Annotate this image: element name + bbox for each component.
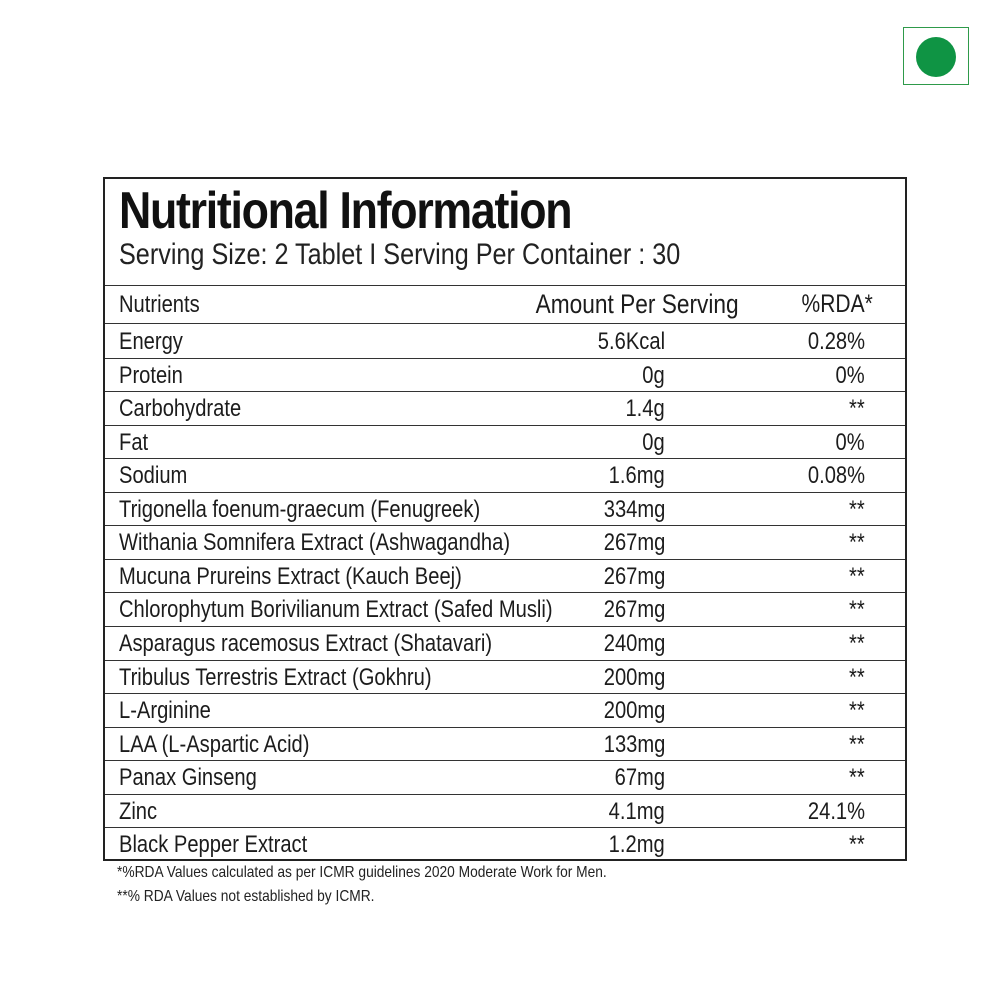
serving-info: Serving Size: 2 Tablet I Serving Per Container : 30 bbox=[119, 238, 681, 271]
nutrient-name: Sodium bbox=[119, 462, 188, 490]
table-row bbox=[105, 459, 905, 493]
nutrient-name: Asparagus racemosus Extract (Shatavari) bbox=[119, 629, 493, 657]
nutrient-name: Energy bbox=[119, 328, 183, 355]
amount-value: 200mg bbox=[603, 697, 665, 725]
rda-value: ** bbox=[849, 697, 865, 725]
table-row bbox=[105, 325, 905, 359]
rda-value: ** bbox=[849, 529, 865, 557]
panel-title: Nutritional Information bbox=[119, 182, 572, 240]
rda-value: ** bbox=[849, 596, 865, 624]
amount-value: 240mg bbox=[603, 629, 665, 657]
nutrient-name: Panax Ginseng bbox=[119, 764, 257, 792]
nutrient-name: LAA (L-Aspartic Acid) bbox=[119, 730, 310, 758]
table-header bbox=[105, 288, 905, 322]
rda-value: ** bbox=[849, 663, 865, 691]
nutrient-name: Carbohydrate bbox=[119, 395, 242, 423]
table-row bbox=[105, 359, 905, 393]
rda-value: ** bbox=[849, 764, 865, 792]
table-row bbox=[105, 728, 905, 762]
amount-value: 267mg bbox=[603, 529, 665, 557]
nutrient-name: Mucuna Prureins Extract (Kauch Beej) bbox=[119, 562, 462, 590]
rda-value: 0% bbox=[835, 428, 865, 456]
amount-value: 5.6Kcal bbox=[597, 328, 665, 355]
rda-value: ** bbox=[849, 629, 865, 657]
table-row bbox=[105, 560, 905, 594]
rda-value: ** bbox=[849, 495, 865, 523]
amount-value: 1.2mg bbox=[608, 831, 665, 859]
amount-value: 67mg bbox=[614, 764, 665, 792]
nutrient-name: Chlorophytum Borivilianum Extract (Safed Musli) bbox=[119, 596, 553, 624]
nutrition-panel bbox=[103, 177, 907, 861]
amount-value: 4.1mg bbox=[608, 797, 665, 825]
table-row bbox=[105, 761, 905, 795]
nutrient-name: Black Pepper Extract bbox=[119, 831, 308, 859]
table-row bbox=[105, 661, 905, 695]
amount-value: 1.6mg bbox=[608, 462, 665, 490]
amount-value: 1.4g bbox=[625, 395, 665, 423]
amount-value: 0g bbox=[642, 361, 665, 389]
header-nutrients: Nutrients bbox=[119, 291, 200, 318]
nutrient-name: Trigonella foenum-graecum (Fenugreek) bbox=[119, 495, 481, 523]
rda-value: 0% bbox=[835, 361, 865, 389]
nutrient-name: Tribulus Terrestris Extract (Gokhru) bbox=[119, 663, 432, 691]
table-row bbox=[105, 694, 905, 728]
rda-value: ** bbox=[849, 730, 865, 758]
amount-value: 133mg bbox=[603, 730, 665, 758]
header-amount: Amount Per Serving bbox=[536, 289, 739, 319]
table-row bbox=[105, 593, 905, 627]
nutrient-name: Zinc bbox=[119, 797, 158, 825]
rda-value: ** bbox=[849, 395, 865, 423]
nutrient-name: L-Arginine bbox=[119, 697, 211, 725]
table-row bbox=[105, 392, 905, 426]
vegetarian-mark bbox=[903, 27, 969, 85]
amount-value: 267mg bbox=[603, 596, 665, 624]
nutrient-name: Fat bbox=[119, 428, 149, 456]
divider bbox=[105, 285, 905, 286]
table-row bbox=[105, 795, 905, 829]
footnote-rda: *%RDA Values calculated as per ICMR guidelines 2020 Moderate Work for Men. bbox=[117, 864, 607, 881]
rda-value: 0.08% bbox=[807, 462, 865, 490]
header-rda: %RDA* bbox=[801, 290, 873, 318]
table-row bbox=[105, 828, 905, 862]
amount-value: 0g bbox=[642, 428, 665, 456]
amount-value: 200mg bbox=[603, 663, 665, 691]
table-row bbox=[105, 493, 905, 527]
divider bbox=[105, 323, 905, 324]
rda-value: 0.28% bbox=[807, 328, 865, 355]
table-row bbox=[105, 526, 905, 560]
footnote-not-established: **% RDA Values not established by ICMR. bbox=[117, 888, 375, 905]
rda-value: ** bbox=[849, 831, 865, 859]
amount-value: 267mg bbox=[603, 562, 665, 590]
rda-value: 24.1% bbox=[807, 797, 865, 825]
green-dot-icon bbox=[916, 37, 956, 77]
amount-value: 334mg bbox=[603, 495, 665, 523]
rda-value: ** bbox=[849, 562, 865, 590]
table-row bbox=[105, 627, 905, 661]
table-row bbox=[105, 426, 905, 460]
nutrient-name: Protein bbox=[119, 361, 183, 389]
nutrient-name: Withania Somnifera Extract (Ashwagandha) bbox=[119, 529, 511, 557]
